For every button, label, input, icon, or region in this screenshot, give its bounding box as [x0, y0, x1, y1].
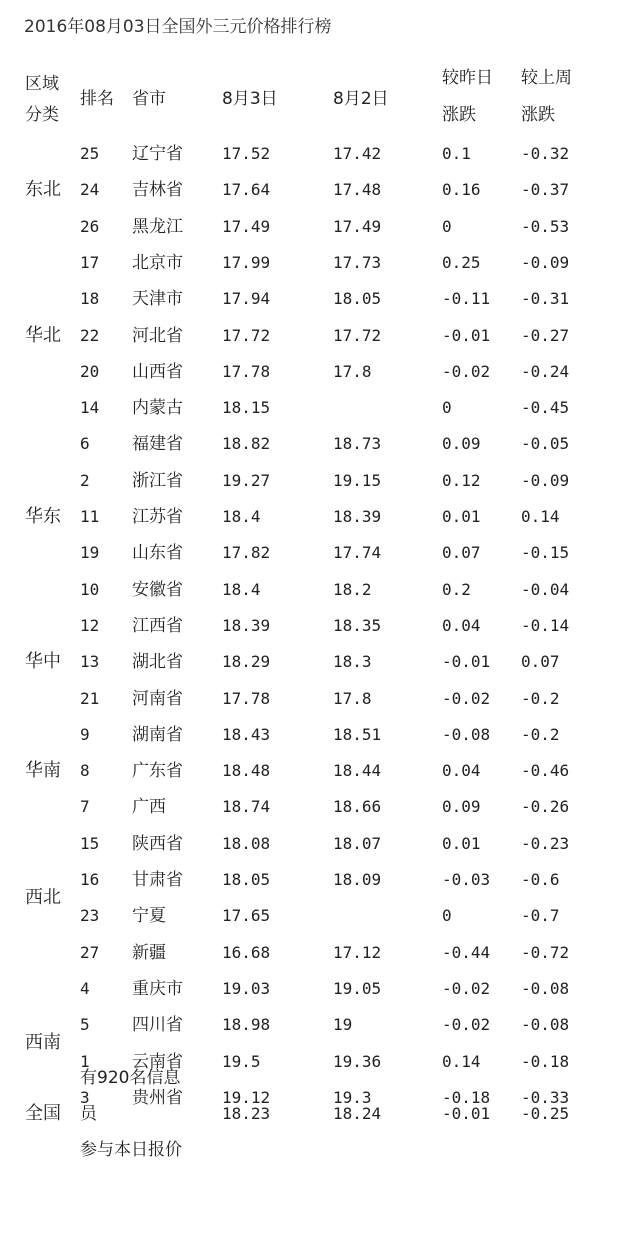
- aug2-price-cell: 17.74: [333, 543, 382, 563]
- change-vs-lastweek-cell: -0.27: [521, 325, 570, 345]
- change-vs-lastweek-cell: 0.07: [521, 652, 560, 672]
- aug3-price-cell: 17.94: [222, 289, 271, 309]
- change-vs-yesterday-cell: -0.02: [442, 688, 491, 708]
- change-vs-yesterday-cell: 0.25: [442, 252, 481, 272]
- rank-cell: 11: [80, 507, 100, 526]
- province-cell: 内蒙古: [132, 398, 183, 419]
- change-vs-yesterday-cell: 0: [442, 906, 452, 926]
- change-vs-lastweek-cell: -0.53: [521, 216, 570, 236]
- change-vs-yesterday-cell: 0: [442, 398, 452, 418]
- aug3-price-cell: 18.48: [222, 761, 271, 781]
- national-aug3-price: 18.23: [222, 1104, 271, 1123]
- province-cell: 天津市: [132, 289, 183, 310]
- change-vs-yesterday-cell: 0.09: [442, 434, 481, 454]
- aug3-price-cell: 18.08: [222, 833, 271, 853]
- aug2-price-cell: 18.35: [333, 615, 382, 635]
- province-cell: 河北省: [132, 325, 183, 346]
- province-cell: 广西: [132, 797, 166, 818]
- aug3-price-cell: 19.03: [222, 978, 271, 998]
- aug3-price-cell: 18.39: [222, 615, 271, 635]
- aug2-price-cell: 19.15: [333, 470, 382, 490]
- province-cell: 山东省: [132, 543, 183, 564]
- change-vs-yesterday-cell: 0.2: [442, 579, 471, 599]
- rank-cell: 10: [80, 579, 100, 599]
- change-vs-yesterday-cell: -0.44: [442, 942, 491, 962]
- rank-cell: 26: [80, 216, 100, 236]
- header-region-line2: 分类: [25, 105, 59, 125]
- region-label: 华中: [25, 651, 61, 673]
- province-cell: 广东省: [132, 761, 183, 782]
- change-vs-lastweek-cell: -0.46: [521, 761, 570, 781]
- rank-cell: 27: [80, 942, 100, 962]
- aug2-price-cell: 18.66: [333, 797, 382, 817]
- region-label: 华北: [25, 324, 61, 346]
- header-vs-yesterday-line2: 涨跌: [442, 105, 476, 125]
- national-change-vs-lastweek: -0.25: [521, 1104, 570, 1123]
- aug2-price-cell: 18.3: [333, 652, 372, 672]
- aug3-price-cell: 17.99: [222, 252, 271, 272]
- rank-cell: 16: [80, 870, 100, 889]
- aug2-price-cell: 17.49: [333, 216, 382, 236]
- aug2-price-cell: 19.36: [333, 1051, 382, 1071]
- change-vs-yesterday-cell: 0.16: [442, 180, 481, 200]
- aug3-price-cell: 18.29: [222, 652, 271, 672]
- province-cell: 黑龙江: [132, 216, 183, 237]
- change-vs-yesterday-cell: -0.01: [442, 325, 491, 345]
- province-cell: 湖南省: [132, 724, 183, 745]
- rank-cell: 17: [80, 252, 100, 272]
- aug3-price-cell: 18.05: [222, 870, 271, 889]
- region-label: 西北: [25, 887, 61, 909]
- change-vs-yesterday-cell: -0.03: [442, 870, 491, 889]
- change-vs-lastweek-cell: -0.05: [521, 434, 570, 454]
- province-cell: 山西省: [132, 361, 183, 382]
- rank-cell: 20: [80, 361, 100, 381]
- change-vs-yesterday-cell: -0.02: [442, 361, 491, 381]
- aug2-price-cell: 18.73: [333, 434, 382, 454]
- province-cell: 江苏省: [132, 507, 183, 527]
- change-vs-lastweek-cell: -0.37: [521, 180, 570, 200]
- change-vs-lastweek-cell: -0.32: [521, 144, 570, 163]
- province-cell: 四川省: [132, 1015, 183, 1036]
- rank-cell: 25: [80, 144, 100, 163]
- header-aug3: 8月3日: [222, 89, 278, 109]
- change-vs-yesterday-cell: 0.1: [442, 144, 471, 163]
- change-vs-yesterday-cell: 0.04: [442, 761, 481, 781]
- change-vs-lastweek-cell: -0.14: [521, 615, 570, 635]
- aug3-price-cell: 18.43: [222, 724, 271, 744]
- change-vs-yesterday-cell: 0.14: [442, 1051, 481, 1071]
- rank-cell: 1: [80, 1051, 90, 1071]
- province-cell: 安徽省: [132, 579, 183, 600]
- province-cell: 湖北省: [132, 652, 183, 673]
- aug3-price-cell: 19.5: [222, 1051, 261, 1071]
- aug2-price-cell: 18.05: [333, 289, 382, 309]
- aug2-price-cell: 17.42: [333, 144, 382, 163]
- province-cell: 吉林省: [132, 180, 183, 201]
- change-vs-yesterday-cell: -0.08: [442, 724, 491, 744]
- change-vs-lastweek-cell: -0.09: [521, 470, 570, 490]
- header-vs-lastweek-line1: 较上周: [521, 68, 572, 88]
- aug2-price-cell: 17.12: [333, 942, 382, 962]
- change-vs-lastweek-cell: -0.15: [521, 543, 570, 563]
- change-vs-lastweek-cell: -0.09: [521, 252, 570, 272]
- rank-cell: 4: [80, 978, 90, 998]
- page-title: 2016年08月03日全国外三元价格排行榜: [24, 17, 332, 37]
- national-note-line3: 参与本日报价: [80, 1140, 182, 1160]
- aug2-price-cell: 17.48: [333, 180, 382, 200]
- region-label: 东北: [25, 179, 61, 201]
- aug3-price-cell: 17.72: [222, 325, 271, 345]
- change-vs-yesterday-cell: -0.02: [442, 978, 491, 998]
- rank-cell: 13: [80, 652, 100, 672]
- aug3-price-cell: 19.27: [222, 470, 271, 490]
- rank-cell: 9: [80, 724, 90, 744]
- aug3-price-cell: 17.52: [222, 144, 271, 163]
- change-vs-lastweek-cell: -0.18: [521, 1051, 570, 1071]
- aug3-price-cell: 19.12: [222, 1087, 271, 1107]
- change-vs-yesterday-cell: -0.02: [442, 1015, 491, 1035]
- rank-cell: 19: [80, 543, 100, 563]
- province-cell: 贵州省: [132, 1087, 183, 1108]
- aug2-price-cell: 18.2: [333, 579, 372, 599]
- change-vs-lastweek-cell: -0.2: [521, 724, 560, 744]
- header-region-line1: 区域: [25, 74, 59, 94]
- rank-cell: 7: [80, 797, 90, 817]
- change-vs-lastweek-cell: -0.26: [521, 797, 570, 817]
- aug2-price-cell: 17.73: [333, 252, 382, 272]
- change-vs-yesterday-cell: 0.09: [442, 797, 481, 817]
- change-vs-yesterday-cell: -0.11: [442, 289, 491, 309]
- change-vs-lastweek-cell: -0.33: [521, 1087, 570, 1107]
- change-vs-lastweek-cell: -0.04: [521, 579, 570, 599]
- change-vs-yesterday-cell: 0.07: [442, 543, 481, 563]
- rank-cell: 18: [80, 289, 100, 309]
- aug2-price-cell: 18.39: [333, 507, 382, 526]
- aug3-price-cell: 18.74: [222, 797, 271, 817]
- change-vs-yesterday-cell: 0.12: [442, 470, 481, 490]
- province-cell: 浙江省: [132, 470, 183, 491]
- province-cell: 辽宁省: [132, 144, 183, 164]
- region-label-national: 全国: [25, 1103, 61, 1124]
- rank-cell: 21: [80, 688, 100, 708]
- aug3-price-cell: 18.98: [222, 1015, 271, 1035]
- aug2-price-cell: 18.44: [333, 761, 382, 781]
- change-vs-yesterday-cell: 0.04: [442, 615, 481, 635]
- rank-cell: 8: [80, 761, 90, 781]
- aug2-price-cell: 19.05: [333, 978, 382, 998]
- change-vs-yesterday-cell: -0.18: [442, 1087, 491, 1107]
- aug2-price-cell: 17.8: [333, 688, 372, 708]
- province-cell: 北京市: [132, 252, 183, 273]
- national-aug2-price: 18.24: [333, 1104, 382, 1123]
- region-label: 华东: [25, 506, 61, 527]
- header-vs-lastweek-line2: 涨跌: [521, 105, 555, 125]
- change-vs-lastweek-cell: -0.6: [521, 870, 560, 889]
- province-cell: 河南省: [132, 688, 183, 709]
- aug3-price-cell: 18.4: [222, 579, 261, 599]
- aug2-price-cell: 19: [333, 1015, 353, 1035]
- province-cell: 福建省: [132, 434, 183, 455]
- aug2-price-cell: 18.09: [333, 870, 382, 889]
- province-cell: 新疆: [132, 942, 166, 963]
- rank-cell: 12: [80, 615, 100, 635]
- aug2-price-cell: 18.07: [333, 833, 382, 853]
- change-vs-lastweek-cell: 0.14: [521, 507, 560, 526]
- change-vs-yesterday-cell: 0: [442, 216, 452, 236]
- change-vs-lastweek-cell: -0.72: [521, 942, 570, 962]
- rank-cell: 15: [80, 833, 100, 853]
- rank-cell: 14: [80, 398, 100, 418]
- change-vs-lastweek-cell: -0.45: [521, 398, 570, 418]
- change-vs-lastweek-cell: -0.23: [521, 833, 570, 853]
- header-rank: 排名: [80, 89, 114, 109]
- national-note-line2: 员: [80, 1104, 97, 1124]
- aug3-price-cell: 17.82: [222, 543, 271, 563]
- region-label: 西南: [25, 1032, 61, 1054]
- aug3-price-cell: 17.49: [222, 216, 271, 236]
- change-vs-lastweek-cell: -0.24: [521, 361, 570, 381]
- national-note-line1: 有920名信息: [80, 1068, 181, 1088]
- aug3-price-cell: 17.65: [222, 906, 271, 926]
- province-cell: 江西省: [132, 615, 183, 636]
- national-change-vs-yesterday: -0.01: [442, 1104, 491, 1123]
- aug3-price-cell: 18.82: [222, 434, 271, 454]
- province-cell: 宁夏: [132, 906, 166, 927]
- aug2-price-cell: 19.3: [333, 1087, 372, 1107]
- aug3-price-cell: 18.15: [222, 398, 271, 418]
- header-vs-yesterday-line1: 较昨日: [442, 68, 493, 88]
- aug3-price-cell: 17.64: [222, 180, 271, 200]
- change-vs-lastweek-cell: -0.2: [521, 688, 560, 708]
- aug2-price-cell: 17.8: [333, 361, 372, 381]
- change-vs-lastweek-cell: -0.7: [521, 906, 560, 926]
- change-vs-lastweek-cell: -0.08: [521, 978, 570, 998]
- rank-cell: 3: [80, 1087, 90, 1107]
- rank-cell: 24: [80, 180, 100, 200]
- region-label: 华南: [25, 760, 61, 782]
- province-cell: 甘肃省: [132, 870, 183, 890]
- aug3-price-cell: 16.68: [222, 942, 271, 962]
- aug3-price-cell: 17.78: [222, 361, 271, 381]
- change-vs-yesterday-cell: -0.01: [442, 652, 491, 672]
- aug2-price-cell: 17.72: [333, 325, 382, 345]
- province-cell: 重庆市: [132, 978, 183, 999]
- aug2-price-cell: 18.51: [333, 724, 382, 744]
- aug3-price-cell: 18.4: [222, 507, 261, 526]
- change-vs-lastweek-cell: -0.31: [521, 289, 570, 309]
- rank-cell: 5: [80, 1015, 90, 1035]
- province-cell: 云南省: [132, 1051, 183, 1072]
- rank-cell: 2: [80, 470, 90, 490]
- rank-cell: 23: [80, 906, 100, 926]
- header-aug2: 8月2日: [333, 89, 389, 109]
- province-cell: 陕西省: [132, 833, 183, 854]
- change-vs-lastweek-cell: -0.08: [521, 1015, 570, 1035]
- header-province: 省市: [132, 89, 166, 109]
- change-vs-yesterday-cell: 0.01: [442, 833, 481, 853]
- rank-cell: 6: [80, 434, 90, 454]
- aug3-price-cell: 17.78: [222, 688, 271, 708]
- change-vs-yesterday-cell: 0.01: [442, 507, 481, 526]
- rank-cell: 22: [80, 325, 100, 345]
